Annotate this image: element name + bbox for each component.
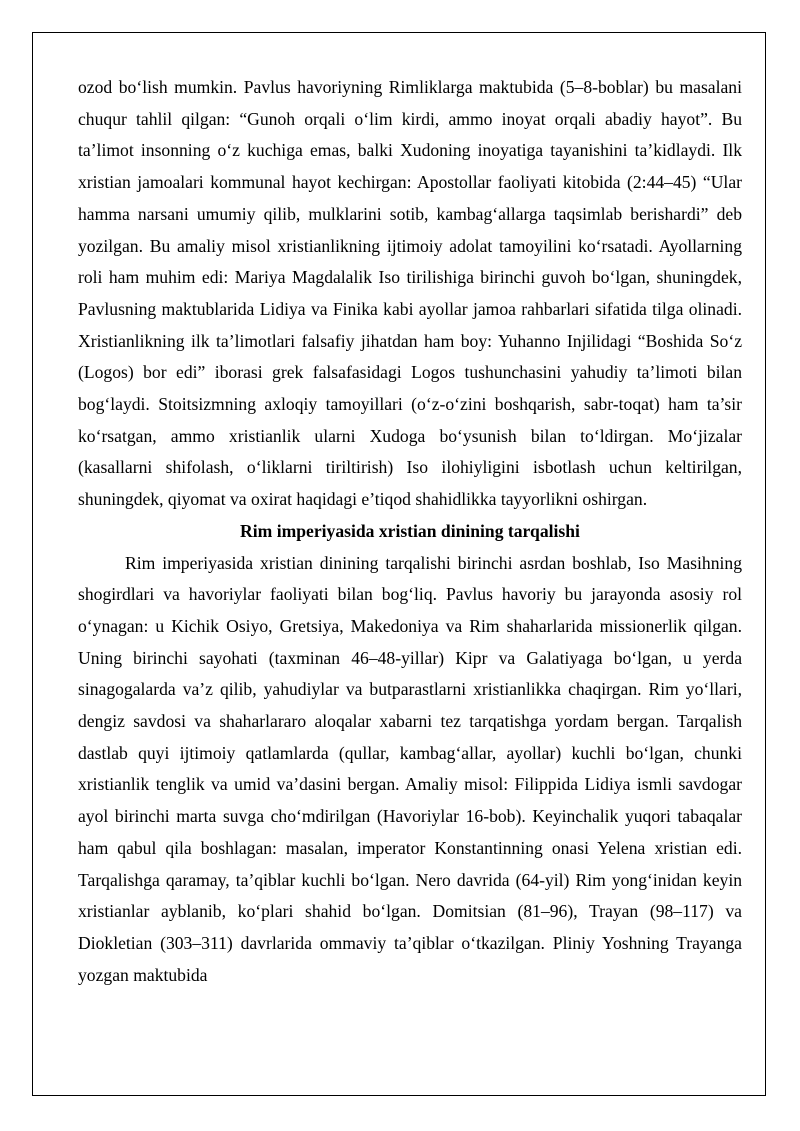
document-body — [78, 72, 742, 991]
section-heading: Rim imperiyasida xristian dinining tarqalishi — [240, 520, 580, 541]
paragraph-continuation: ozod bo‘lish mumkin. Pavlus havoriyning Rimliklarga maktubida (5–8-boblar) bu masalani chuqur tahlil qilgan: “Gunoh orqali o‘lim kirdi, ammo inoyat orqali abadiy hayot”. Bu ta’limot insonning o‘z kuchiga emas, balki Xudoning inoyatiga tayanishini ta’kidlaydi. Ilk xristian jamoalari kommunal hayot kechirgan: Apostollar faoliyati kitobida (2:44–45) “Ular hamma narsani umumiy qilib, mulklarini sotib, kambag‘allarga taqsimlab berishardi” deb yozilgan. Bu amaliy misol xristianlikning ijtimoiy adolat tamoyilini ko‘rsatadi. Ayollarning roli ham muhim edi: Mariya Magdalalik Iso tirilishiga birinchi guvoh bo‘lgan, shuningdek, Pavlusning maktublarida Lidiya va Finika kabi ayollar jamoa rahbarlari sifatida tilga olinadi. Xristianlikning ilk ta’limotlari falsafiy jihatdan ham boy: Yuhanno Injilidagi “Boshida So‘z (Logos) bor edi” iborasi grek falsafasidagi Logos tushunchasini yahudiy ta’limoti bilan bog‘laydi. Stoitsizmning axloqiy tamoyillari (o‘z-o‘zini boshqarish, sabr-toqat) ham ta’sir ko‘rsatgan, ammo xristianlik ularni Xudoga bo‘ysunish bilan to‘ldirgan. Mo‘jizalar (kasallarni shifolash, o‘liklarni tiriltirish) Iso ilohiyligini isbotlash uchun keltirilgan, shuningdek, qiyomat va oxirat haqidagi e’tiqod shahidlikka tayyorlikni oshirgan. — [78, 77, 742, 510]
paragraph-spread-of-christianity: Rim imperiyasida xristian dinining tarqalishi birinchi asrdan boshlab, Iso Masihning shogirdlari va havoriylar faoliyati bilan bog‘liq. Pavlus havoriy bu jarayonda asosiy rol o‘ynagan: u Kichik Osiyo, Gretsiya, Makedoniya va Rim shaharlarida missionerlik qilgan. Uning birinchi sayohati (taxminan 46–48-yillar) Kipr va Galatiyaga bo‘lgan, u yerda sinagogalarda va’z qilib, yahudiylar va butparastlarni xristianlikka chaqirgan. Rim yo‘llari, dengiz savdosi va shaharlararo aloqalar xabarni tez tarqatishga yordam bergan. Tarqalish dastlab quyi ijtimoiy qatlamlarda (qullar, kambag‘allar, ayollar) kuchli bo‘lgan, chunki xristianlik tenglik va umid va’dasini bergan. Amaliy misol: Filippida Lidiya ismli savdogar ayol birinchi marta suvga cho‘mdirilgan (Havoriylar 16-bob). Keyinchalik yuqori tabaqalar ham qabul qila boshlagan: masalan, imperator Konstantinning onasi Yelena xristian edi. Tarqalishga qaramay, ta’qiblar kuchli bo‘lgan. Nero davrida (64-yil) Rim yong‘inidan keyin xristianlar ayblanib, ko‘plari shahid bo‘lgan. Domitsian (81–96), Trayan (98–117) va Diokletian (303–311) davrlarida ommaviy ta’qiblar o‘tkazilgan. Pliniy Yoshning Trayanga yozgan maktubida — [78, 552, 742, 985]
